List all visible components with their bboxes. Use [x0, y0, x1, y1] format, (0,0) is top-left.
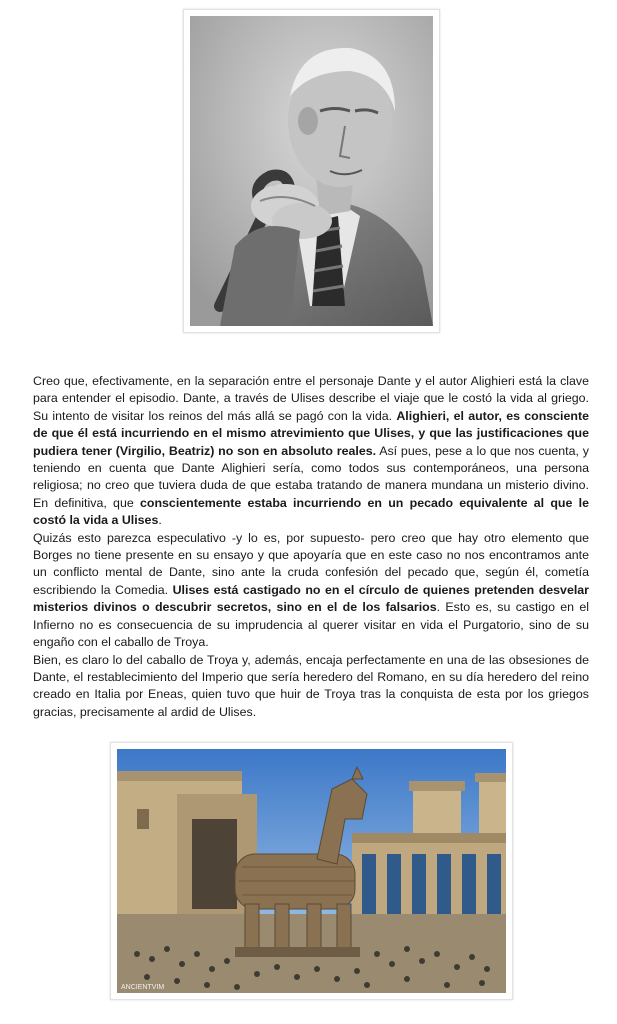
bold-text: Ulises está castigado no en el círculo de quienes pretenden desvelar misterios divinos o descubrir secretos, sino en el de los falsarios [33, 582, 589, 615]
text-run: Así pues, pese a lo que nos cuenta, y teniendo en cuenta que Dante Alighieri sería, como todos sus contemporáneos, una persona religiosa; no creo que tuviera duda de que estaba tratando de manera mundana un misterio divino. En definitiva, que [33, 443, 589, 510]
trojan-horse-image [117, 749, 506, 993]
article-body [33, 373, 589, 721]
text-run: . [158, 513, 162, 528]
portrait-photo [183, 9, 440, 333]
text-run: Bien, es claro lo del caballo de Troya y, además, encaja perfectamente en una de las obsesiones de Dante, el restablecimiento del Imperio que sería heredero del Romano, en su día heredero del reino creado en Italia por Eneas, quien tuvo que huir de Troya tras la conquista de esta por los griegos gracias, precisamente al ardid de Ulises. [33, 652, 589, 719]
article-paragraph [33, 373, 589, 530]
portrait-image [190, 16, 433, 326]
bold-text: conscientemente estaba incurriendo en un pecado equivalente al que le costó la vida a Ulises [33, 495, 589, 528]
text-run: . Esto es, su castigo en el Infierno no es consecuencia de su imprudencia al querer visitar en vida el Purgatorio, sino de su engaño con el caballo de Troya. [33, 600, 589, 650]
trojan-horse-photo [110, 742, 513, 1000]
article-paragraph [33, 530, 589, 652]
bold-text: Alighieri, el autor, es consciente de que él está incurriendo en el mismo atrevimiento que Ulises, y que las justificaciones que pudiera tener (Virgilio, Beatriz) no son en absoluto reales. [33, 408, 589, 458]
watermark-text: ANCIENTVIM [121, 984, 165, 991]
text-run: Quizás esto parezca especulativo -y lo es, por supuesto- pero creo que hay otro elemento que Borges no tiene presente en su ensayo y que apoyaría que en este caso no nos encontramos ante un conflicto mental de Dante, sino ante la cruda confesión del pecado que, según él, cometía escribiendo la Comedia. [33, 530, 589, 597]
article-paragraph [33, 652, 589, 722]
text-run: Creo que, efectivamente, en la separación entre el personaje Dante y el autor Alighieri está la clave para entender el episodio. Dante, a través de Ulises describe el viaje que le costó la vida al griego. Su intento de visitar los reinos del más allá se pagó con la vida. [33, 374, 589, 423]
